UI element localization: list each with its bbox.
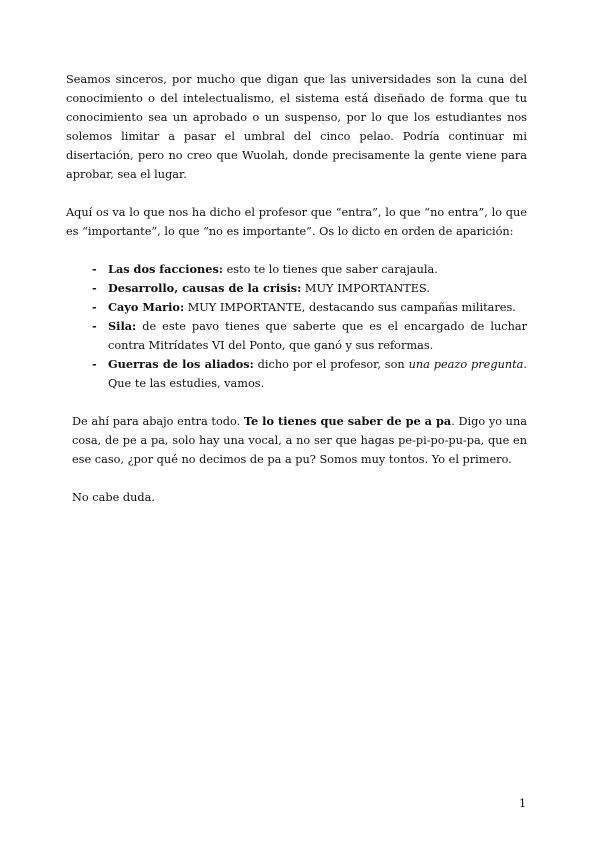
document-page	[66, 70, 527, 507]
intro-paragraph: Seamos sinceros, por mucho que digan que las universidades son la cuna del conocimiento o del intelectualismo, el sistema está diseñado de forma que tu conocimiento sea un aprobado o un suspenso, por lo que los estudiantes nos solemos limitar a pasar el umbral del cinco pelao. Podría continuar mi disertación, pero no creo que Wuolah, donde precisamente la gente viene para aprobar, sea el lugar.	[66, 73, 527, 181]
list-item	[92, 317, 527, 355]
list-item-term: Cayo Mario:	[108, 300, 185, 314]
after-bold-text: Te lo tienes que saber de pe a pa	[243, 414, 452, 428]
list-dash: -	[92, 300, 97, 314]
closing-line: No cabe duda.	[72, 491, 155, 504]
lead-paragraph: Aquí os va lo que nos ha dicho el profesor que “entra”, lo que “no entra”, lo que es “importante”, lo que “no es importante”. Os lo dicto en orden de aparición:	[66, 206, 527, 238]
list-dash: -	[92, 262, 97, 276]
page-number: 1	[519, 797, 527, 810]
after-text-end: . Digo yo una cosa, de pe a pa, solo hay una vocal, a no ser que hagas pe-pi-po-pu-pa, que en ese caso, ¿por qué no decimos de pa a pu? Somos muy tontos. Yo el primero.	[72, 415, 527, 466]
list-item-text: dicho por el profesor, son	[253, 358, 409, 371]
list-item	[92, 260, 527, 279]
list-item-text: MUY IMPORTANTE, destacando sus campañas militares.	[184, 301, 516, 314]
list-item-text: esto te lo tienes que saber carajaula.	[222, 263, 438, 276]
topic-list	[66, 260, 527, 393]
list-item	[92, 298, 527, 317]
list-item-emphasis: una peazo pregunta	[408, 358, 524, 371]
list-item-text-end: . Que te las estudies, vamos.	[108, 358, 527, 390]
after-text-start: De ahí para abajo entra todo.	[72, 415, 244, 428]
list-item-term: Guerras de los aliados:	[108, 357, 254, 371]
list-dash: -	[92, 319, 97, 333]
list-item	[92, 355, 527, 393]
list-item-text: de este pavo tienes que saberte que es el encargado de luchar contra Mitrídates VI del Ponto, que ganó y sus reformas.	[108, 320, 527, 352]
after-paragraph	[66, 412, 527, 469]
list-dash: -	[92, 357, 97, 371]
list-item-term: Desarrollo, causas de la crisis:	[108, 281, 302, 295]
list-item	[92, 279, 527, 298]
list-item-term: Las dos facciones:	[108, 262, 223, 276]
list-dash: -	[92, 281, 97, 295]
list-item-term: Sila:	[108, 319, 137, 333]
list-item-text: MUY IMPORTANTES.	[301, 282, 430, 295]
